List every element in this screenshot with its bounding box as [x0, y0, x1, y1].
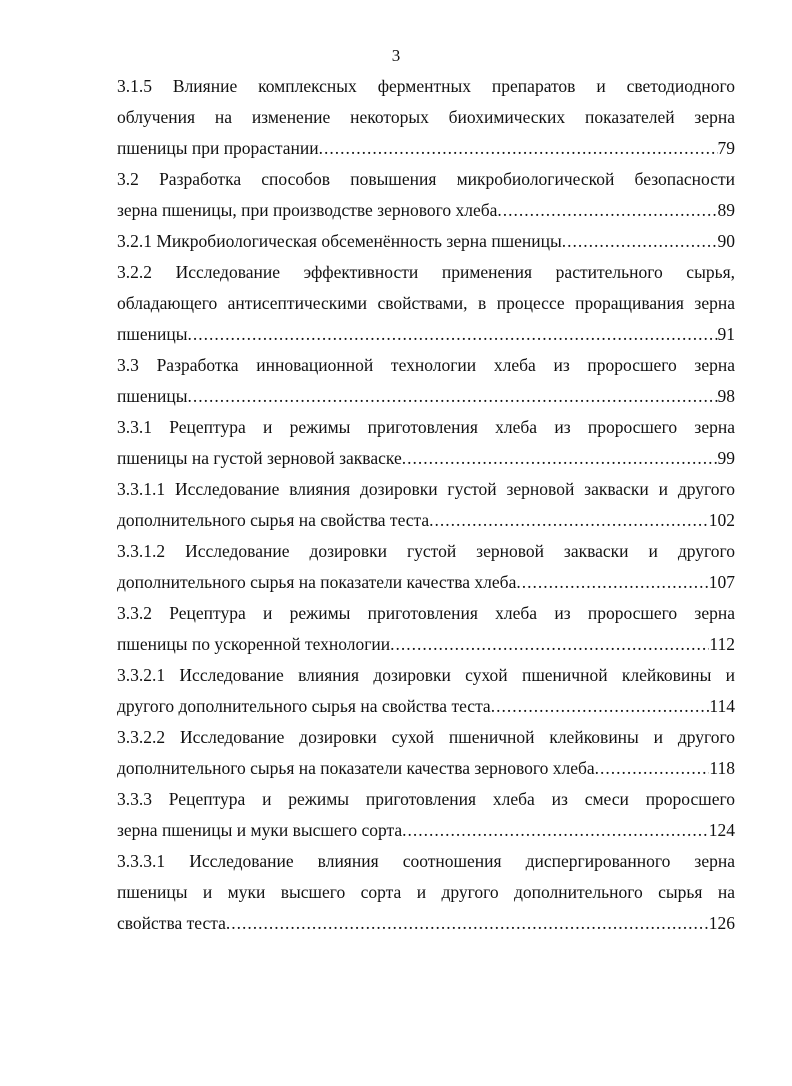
dot-leader	[516, 567, 708, 598]
toc-entry-3-3-3-1	[117, 846, 735, 939]
dot-leader	[595, 753, 710, 784]
toc-entry-last-line	[117, 908, 735, 939]
toc-entry-text: дополнительного сырья на показатели качества зернового хлеба	[117, 758, 595, 778]
dot-leader	[402, 815, 709, 846]
table-of-contents	[117, 71, 735, 939]
dot-leader	[187, 381, 717, 412]
toc-entry-last-line	[117, 815, 735, 846]
toc-entry-last-line	[117, 133, 735, 164]
toc-entry-line: обладающего антисептическими свойствами, в процессе проращивания зерна	[117, 293, 735, 313]
toc-entry-3-3-2-1	[117, 660, 735, 722]
toc-entry-last-line	[117, 226, 735, 257]
toc-page-number: 90	[717, 231, 735, 251]
dot-leader	[226, 908, 709, 939]
toc-entry-3-2-1	[117, 226, 735, 257]
toc-entry-3-3	[117, 350, 735, 412]
toc-entry-text: зерна пшеницы, при производстве зернового хлеба	[117, 200, 498, 220]
toc-entry-3-3-1	[117, 412, 735, 474]
toc-entry-line: 3.1.5 Влияние комплексных ферментных препаратов и светодиодного	[117, 76, 735, 96]
toc-entry-text: дополнительного сырья на показатели качества хлеба	[117, 572, 517, 592]
toc-entry-text: пшеницы по ускоренной технологии	[117, 634, 391, 654]
toc-entry-3-1-5	[117, 71, 735, 164]
toc-entry-line: 3.3.2 Рецептура и режимы приготовления хлеба из проросшего зерна	[117, 603, 735, 623]
dot-leader	[491, 691, 710, 722]
dot-leader	[390, 629, 709, 660]
dot-leader	[187, 319, 717, 350]
toc-entry-last-line	[117, 505, 735, 536]
toc-entry-line: 3.3.2.2 Исследование дозировки сухой пшеничной клейковины и другого	[117, 727, 735, 747]
toc-page-number: 91	[717, 324, 735, 344]
toc-entry-text: 3.2.1 Микробиологическая обсеменённость зерна пшеницы	[117, 231, 562, 251]
dot-leader	[562, 226, 718, 257]
toc-entry-line: 3.2.2 Исследование эффективности применения растительного сырья,	[117, 262, 735, 282]
page-number: 3	[391, 46, 401, 65]
toc-entry-3-3-3	[117, 784, 735, 846]
toc-entry-line: 3.3.1.1 Исследование влияния дозировки густой зерновой закваски и другого	[117, 479, 735, 499]
toc-page-number: 118	[709, 758, 735, 778]
toc-page-number: 89	[717, 200, 735, 220]
toc-page-number: 102	[708, 510, 735, 530]
toc-page-number: 124	[708, 820, 735, 840]
toc-entry-3-2	[117, 164, 735, 226]
toc-entry-last-line	[117, 319, 735, 350]
toc-entry-text: дополнительного сырья на свойства теста	[117, 510, 430, 530]
dot-leader	[402, 443, 718, 474]
toc-entry-line: пшеницы и муки высшего сорта и другого дополнительного сырья на	[117, 882, 735, 902]
toc-entry-text: другого дополнительного сырья на свойства теста	[117, 696, 491, 716]
toc-page-number: 98	[717, 386, 735, 406]
toc-entry-last-line	[117, 691, 735, 722]
toc-entry-3-3-1-2	[117, 536, 735, 598]
toc-entry-last-line	[117, 567, 735, 598]
toc-page-number: 112	[709, 634, 735, 654]
toc-entry-text: пшеницы на густой зерновой закваске	[117, 448, 402, 468]
toc-entry-3-3-1-1	[117, 474, 735, 536]
dot-leader	[497, 195, 717, 226]
toc-page-number: 79	[717, 138, 735, 158]
toc-entry-last-line	[117, 195, 735, 226]
toc-entry-text: свойства теста	[117, 913, 226, 933]
toc-entry-line: 3.2 Разработка способов повышения микробиологической безопасности	[117, 169, 735, 189]
toc-entry-last-line	[117, 443, 735, 474]
dot-leader	[429, 505, 709, 536]
toc-entry-last-line	[117, 381, 735, 412]
toc-page-number: 107	[708, 572, 735, 592]
toc-entry-last-line	[117, 629, 735, 660]
toc-entry-text: пшеницы при прорастании	[117, 138, 319, 158]
toc-entry-line: 3.3 Разработка инновационной технологии хлеба из проросшего зерна	[117, 355, 735, 375]
toc-entry-last-line	[117, 753, 735, 784]
toc-page-number: 114	[709, 696, 735, 716]
toc-page-number: 126	[708, 913, 735, 933]
toc-entry-line: 3.3.3.1 Исследование влияния соотношения диспергированного зерна	[117, 851, 735, 871]
toc-entry-text: зерна пшеницы и муки высшего сорта	[117, 820, 403, 840]
dot-leader	[319, 133, 718, 164]
toc-entry-line: 3.3.3 Рецептура и режимы приготовления хлеба из смеси проросшего	[117, 789, 735, 809]
toc-entry-text: пшеницы	[117, 324, 188, 344]
toc-entry-3-3-2-2	[117, 722, 735, 784]
toc-entry-line: облучения на изменение некоторых биохимических показателей зерна	[117, 107, 735, 127]
toc-entry-3-3-2	[117, 598, 735, 660]
toc-entry-line: 3.3.2.1 Исследование влияния дозировки сухой пшеничной клейковины и	[117, 665, 735, 685]
toc-entry-3-2-2	[117, 257, 735, 350]
toc-entry-line: 3.3.1 Рецептура и режимы приготовления хлеба из проросшего зерна	[117, 417, 735, 437]
toc-entry-line: 3.3.1.2 Исследование дозировки густой зерновой закваски и другого	[117, 541, 735, 561]
toc-page-number: 99	[717, 448, 735, 468]
toc-entry-text: пшеницы	[117, 386, 188, 406]
